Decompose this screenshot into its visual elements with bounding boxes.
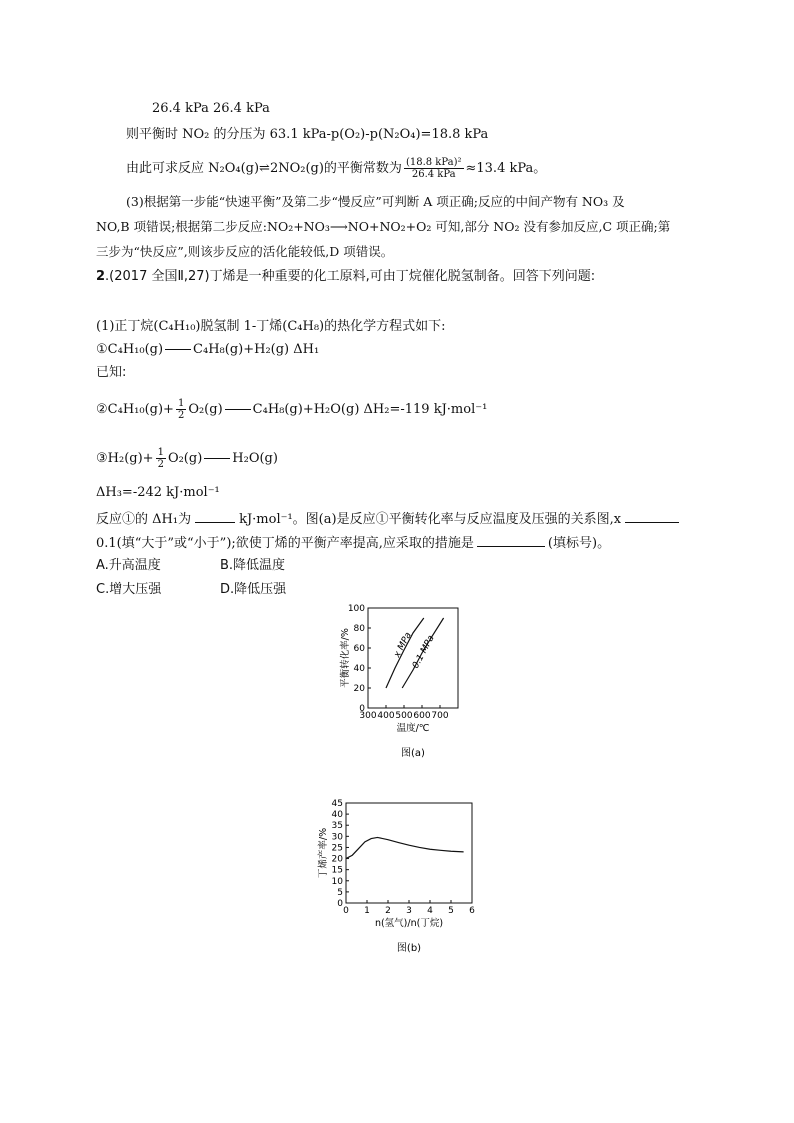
solution-line-3-pre: 由此可求反应 N₂O₄(g)⇌2NO₂(g)的平衡常数为 xyxy=(126,161,402,176)
x-tick-label: 300 xyxy=(359,711,377,721)
question-header-text: .(2017 全国Ⅱ,27)丁烯是一种重要的化工原料,可由丁烷催化脱氢制备。回答下列问题: xyxy=(105,269,596,284)
x-tick-label: 1 xyxy=(364,906,370,916)
y-tick-label: 40 xyxy=(331,810,343,821)
x-tick-label: 5 xyxy=(448,906,454,916)
x-axis-label: 温度/℃ xyxy=(396,723,430,734)
x-tick-label: 500 xyxy=(395,711,413,721)
equals-arrow-icon xyxy=(225,409,251,410)
half-fraction xyxy=(176,398,186,421)
eq2-lhs: ②C₄H₁₀(g)+ xyxy=(96,402,174,417)
eq3-mid: O₂(g) xyxy=(167,451,203,466)
option-b: B.降低温度 xyxy=(220,558,286,573)
half-fraction xyxy=(156,447,166,470)
part3-line-1: (3)根据第一步能“快速平衡”及第二步“慢反应”可判断 A 项正确;反应的中间产物有 NO₃ 及 xyxy=(126,194,625,209)
x-tick-label: 2 xyxy=(385,906,391,916)
half-num: 1 xyxy=(177,398,185,409)
y-tick-label: 20 xyxy=(353,684,365,694)
x-axis-label: n(氢气)/n(丁烷) xyxy=(374,918,444,929)
option-a: A.升高温度 xyxy=(96,558,161,573)
chart-caption: 图(b) xyxy=(396,943,422,954)
x-tick-label: 4 xyxy=(427,906,433,916)
equation-3 xyxy=(96,447,278,470)
y-axis-label: 平衡转化率/% xyxy=(340,628,351,688)
x-tick-label: 3 xyxy=(406,906,412,916)
half-num: 1 xyxy=(157,447,164,458)
y-tick-label: 80 xyxy=(353,624,365,634)
plot-frame xyxy=(368,608,458,708)
chart-caption: 图(a) xyxy=(401,748,425,759)
part3-line-2: NO,B 项错误;根据第二步反应:NO₂+NO₃⟶NO+NO₂+O₂ 可知,部分 NO₂ 没有参加反应,C 项正确;第 xyxy=(96,219,671,234)
x-tick-label: 700 xyxy=(431,711,449,721)
eq2-mid: O₂(g) xyxy=(188,402,223,417)
ask-line-1-b: kJ·mol⁻¹。图(a)是反应①平衡转化率与反应温度及压强的关系图,x xyxy=(239,512,622,527)
ask-line-2-b: (填标号)。 xyxy=(547,536,611,551)
ask-line-1-a: 反应①的 ΔH₁为 xyxy=(96,512,192,527)
answer-blank-x[interactable] xyxy=(625,510,679,523)
part1-intro: (1)正丁烷(C₄H₁₀)脱氢制 1-丁烯(C₄H₈)的热化学方程式如下: xyxy=(96,319,446,334)
equation-1 xyxy=(96,341,319,359)
y-tick-label: 100 xyxy=(347,604,365,614)
y-tick-label: 35 xyxy=(331,821,343,832)
plot-frame xyxy=(346,803,472,903)
y-axis-label: 丁烯产率/% xyxy=(318,827,329,879)
y-tick-label: 20 xyxy=(331,854,343,865)
y-tick-label: 45 xyxy=(331,799,343,809)
y-tick-label: 10 xyxy=(331,876,343,887)
eq1-lhs: ①C₄H₁₀(g) xyxy=(96,342,164,357)
half-den: 2 xyxy=(177,410,185,421)
solution-line-1: 26.4 kPa 26.4 kPa xyxy=(152,101,270,116)
series-line xyxy=(346,837,464,858)
eq1-rhs: C₄H₈(g)+H₂(g) ΔH₁ xyxy=(193,342,320,357)
fraction-numerator: (18.8 kPa)² xyxy=(405,157,462,168)
question-number: 2 xyxy=(96,269,106,284)
x-tick-label: 400 xyxy=(377,711,395,721)
equation-2 xyxy=(96,398,487,421)
answer-blank-dh1[interactable] xyxy=(195,510,235,523)
delta-h3: ΔH₃=-242 kJ·mol⁻¹ xyxy=(96,485,220,500)
known-label: 已知: xyxy=(96,365,127,380)
answer-blank-measure[interactable] xyxy=(477,534,545,547)
y-tick-label: 30 xyxy=(331,832,343,843)
ask-line-1 xyxy=(96,510,679,529)
option-c: C.增大压强 xyxy=(96,582,162,597)
x-tick-label: 6 xyxy=(469,906,475,916)
equals-arrow-icon xyxy=(165,349,191,350)
y-tick-label: 40 xyxy=(353,664,365,674)
ask-line-2 xyxy=(96,534,610,553)
ask-line-2-a: 0.1(填“大于”或“小于”);欲使丁烯的平衡产率提高,应采取的措施是 xyxy=(96,536,474,551)
equals-arrow-icon xyxy=(204,458,230,459)
y-tick-label: 15 xyxy=(331,865,343,876)
x-tick-label: 0 xyxy=(343,906,349,916)
chart-a-conversion xyxy=(330,600,470,770)
question-header xyxy=(96,268,595,286)
series-label: 0.1 MPa xyxy=(410,633,437,671)
eq3-lhs: ③H₂(g)+ xyxy=(96,451,154,466)
eq3-rhs: H₂O(g) xyxy=(232,451,278,466)
fraction-denominator: 26.4 kPa xyxy=(411,169,456,180)
half-den: 2 xyxy=(157,459,164,470)
y-tick-label: 60 xyxy=(353,644,365,654)
chart-b-yield xyxy=(310,795,485,965)
series-label: x MPa xyxy=(392,630,414,660)
x-tick-label: 600 xyxy=(413,711,431,721)
option-d: D.降低压强 xyxy=(220,582,287,597)
solution-line-3-post: ≈13.4 kPa。 xyxy=(465,161,547,176)
y-tick-label: 0 xyxy=(359,704,365,714)
eq2-rhs: C₄H₈(g)+H₂O(g) ΔH₂=-119 kJ·mol⁻¹ xyxy=(252,402,488,417)
part3-line-3: 三步为“快反应”,则该步反应的活化能较低,D 项错误。 xyxy=(96,244,394,259)
solution-line-3 xyxy=(126,157,546,180)
y-tick-label: 5 xyxy=(337,887,343,898)
equilibrium-fraction xyxy=(404,157,464,180)
y-tick-label: 0 xyxy=(337,899,343,909)
y-tick-label: 25 xyxy=(331,843,343,854)
solution-line-2: 则平衡时 NO₂ 的分压为 63.1 kPa-p(O₂)-p(N₂O₄)=18.8 kPa xyxy=(126,127,489,142)
